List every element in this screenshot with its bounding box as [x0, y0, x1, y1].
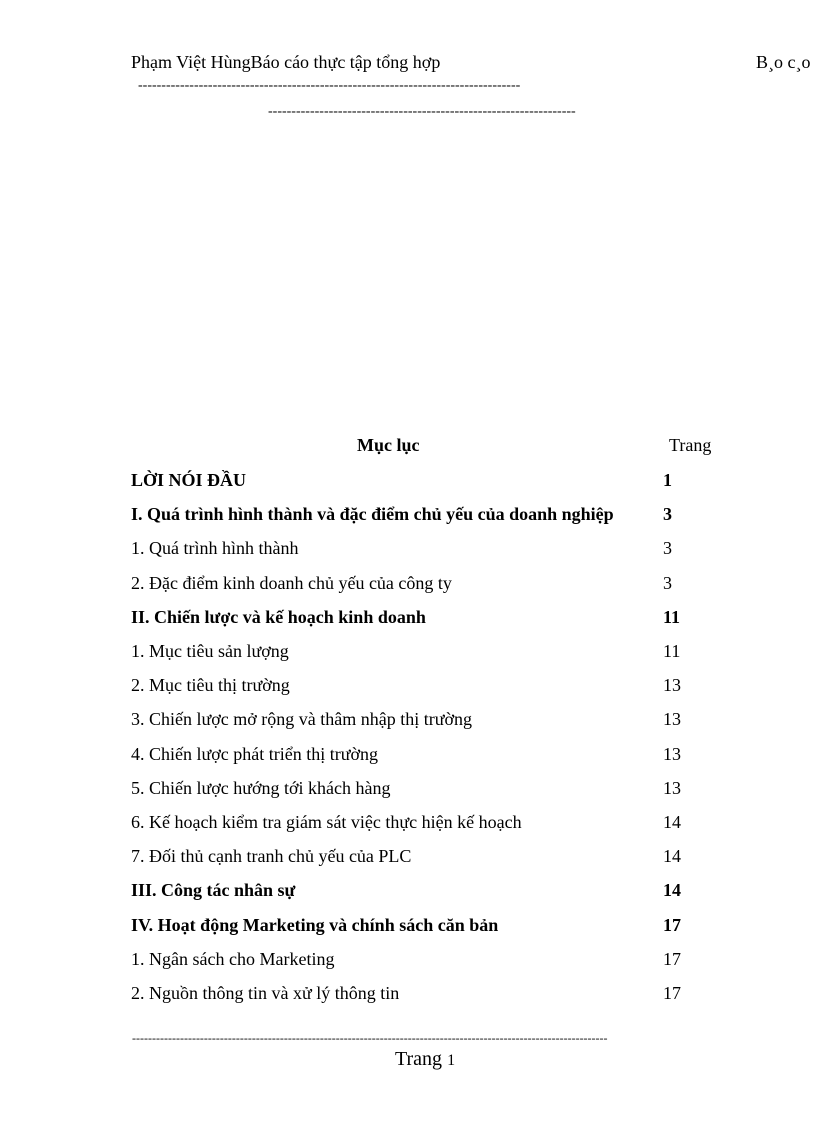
toc-entry — [131, 675, 721, 701]
toc-entry-page: 11 — [663, 607, 681, 627]
toc-entry-page: 17 — [663, 983, 681, 1003]
toc-entry-title: 2. Mục tiêu thị trường — [131, 675, 290, 695]
footer-dash-line: ----------------------------------------------------------------------------------------------------------------------- — [132, 1031, 608, 1045]
toc-entry — [131, 641, 721, 667]
toc-entry-title: LỜI NÓI ĐẦU — [131, 470, 247, 490]
toc-entry — [131, 504, 721, 530]
toc-entry — [131, 812, 721, 838]
toc-entry-title: 2. Nguồn thông tin và xử lý thông tin — [131, 983, 400, 1003]
toc-entry-page: 14 — [663, 846, 681, 866]
toc-entry-title: 1. Mục tiêu sản lượng — [131, 641, 289, 661]
toc-entry-title: II. Chiến lược và kế hoạch kinh doanh — [131, 607, 426, 627]
toc-entry-title: IV. Hoạt động Marketing và chính sách căn bản — [131, 915, 499, 935]
toc-entry — [131, 744, 721, 770]
toc-heading: Mục lục — [357, 435, 420, 455]
toc-entry-title: 1. Ngân sách cho Marketing — [131, 949, 335, 969]
toc-entry-page: 3 — [663, 573, 672, 593]
toc-entry-page: 13 — [663, 675, 681, 695]
toc-entry — [131, 846, 721, 872]
toc-page-heading: Trang — [669, 435, 712, 455]
toc-entry — [131, 709, 721, 735]
toc-entry — [131, 983, 721, 1009]
toc-entry — [131, 778, 721, 804]
toc-entry-title: 4. Chiến lược phát triển thị trường — [131, 744, 379, 764]
toc-entry — [131, 573, 721, 599]
header-right-text: B¸o c¸o — [756, 52, 811, 72]
toc-entry-page: 11 — [663, 641, 681, 661]
toc-entry-page: 13 — [663, 709, 681, 729]
toc-entry — [131, 949, 721, 975]
toc-entry — [131, 915, 721, 941]
toc-entry-page: 13 — [663, 744, 681, 764]
header-dash-line-1: ---------------------------------------------------------------------------------- — [138, 78, 521, 93]
footer-page-number: 1 — [447, 1052, 456, 1069]
toc-entry — [131, 538, 721, 564]
toc-entry-title: 5. Chiến lược hướng tới khách hàng — [131, 778, 391, 798]
toc-entry-page: 13 — [663, 778, 681, 798]
toc-entry — [131, 470, 721, 496]
header-dash-line-2: ------------------------------------------------------------------ — [268, 104, 576, 119]
toc-entry-title: 2. Đặc điểm kinh doanh chủ yếu của công ty — [131, 573, 452, 593]
toc-entry-title: III. Công tác nhân sự — [131, 880, 296, 900]
toc-entry-title: 1. Quá trình hình thành — [131, 538, 299, 558]
footer-page — [395, 1048, 455, 1071]
toc-entry-page: 17 — [663, 949, 681, 969]
toc-entry-title: 7. Đối thủ cạnh tranh chủ yếu của PLC — [131, 846, 412, 866]
toc-entry-page: 14 — [663, 880, 681, 900]
header-title: Phạm Việt HùngBáo cáo thực tập tổng hợp — [131, 52, 441, 72]
toc-entry-page: 17 — [663, 915, 681, 935]
toc-entry-page: 14 — [663, 812, 681, 832]
toc-entry-title: 3. Chiến lược mở rộng và thâm nhập thị trường — [131, 709, 473, 729]
toc-entry-page: 1 — [663, 470, 672, 490]
toc-entry-page: 3 — [663, 504, 672, 524]
toc-entry-title: 6. Kế hoạch kiểm tra giám sát việc thực hiện kế hoạch — [131, 812, 522, 832]
toc-entry-title: I. Quá trình hình thành và đặc điểm chủ yếu của doanh nghiệp — [131, 504, 614, 524]
toc-entry-page: 3 — [663, 538, 672, 558]
toc-entry — [131, 607, 721, 633]
footer-page-label: Trang — [395, 1048, 443, 1070]
toc-entry — [131, 880, 721, 906]
